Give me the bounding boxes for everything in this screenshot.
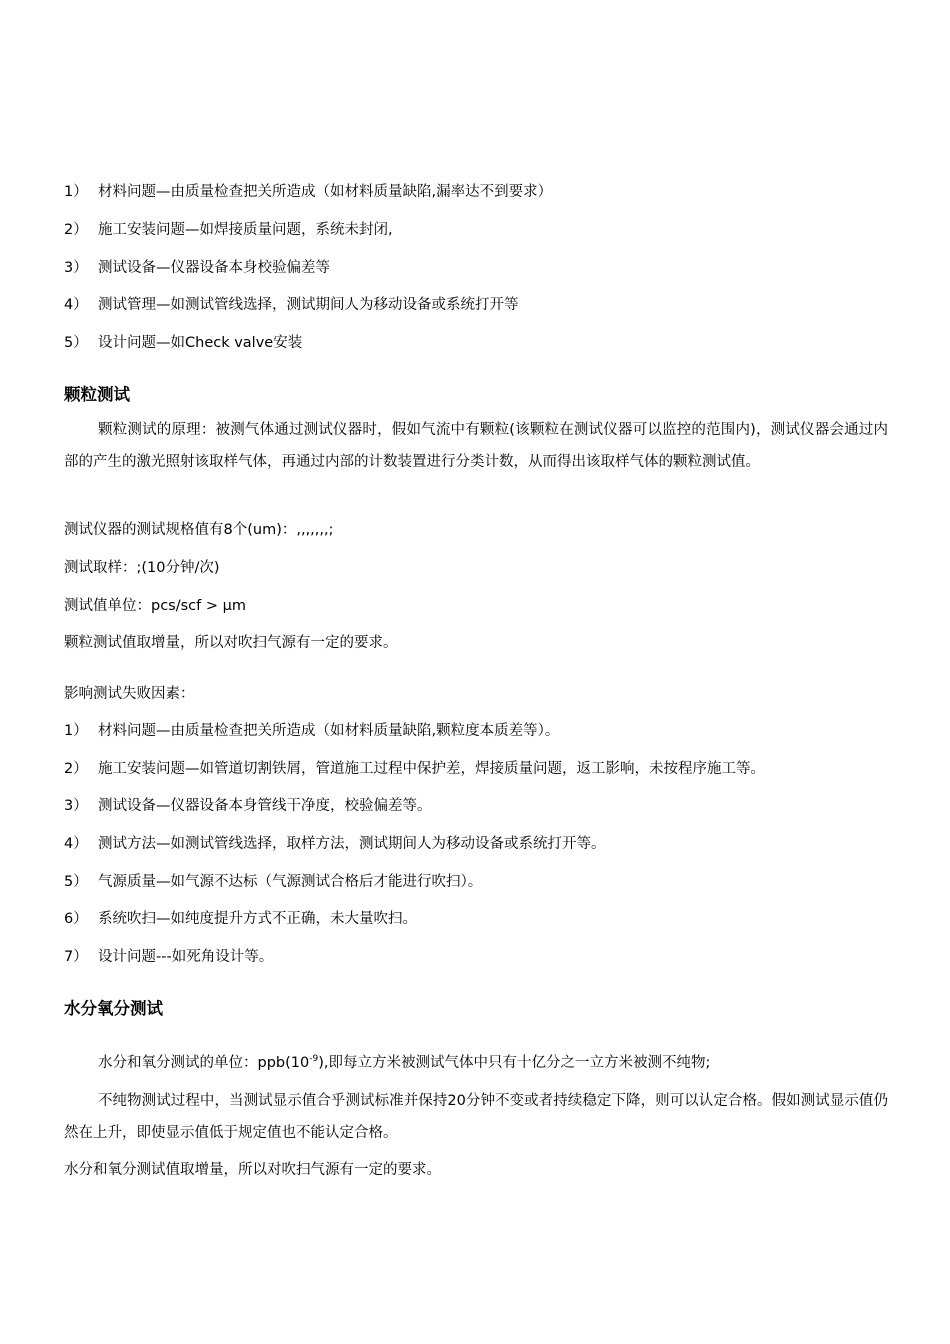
list-text: 材料问题—由质量检查把关所造成（如材料质量缺陷,颗粒度本质差等）。	[98, 723, 560, 739]
list-item	[64, 295, 519, 315]
list-text: 设计问题—如Check valve安装	[98, 335, 303, 351]
list-item	[64, 182, 552, 202]
failure-factors-title: 影响测试失败因素：	[64, 686, 195, 702]
list-item	[64, 333, 302, 353]
list-text: 测试设备—仪器设备本身校验偏差等	[98, 260, 330, 276]
unit-suffix: ),即每立方米被测试气体中只有十亿分之一立方米被测不纯物;	[318, 1055, 711, 1071]
list-text: 系统吹扫—如纯度提升方式不正确，未大量吹扫。	[98, 911, 417, 927]
list-item	[64, 796, 432, 816]
list-text: 气源质量—如气源不达标（气源测试合格后才能进行吹扫）。	[98, 874, 483, 890]
list-number: 4）	[64, 297, 88, 313]
list-text: 设计问题---如死角设计等。	[98, 949, 274, 965]
list-number: 4）	[64, 836, 88, 852]
list-number: 1）	[64, 184, 88, 200]
list-item	[64, 258, 330, 278]
particle-spec-line: 测试仪器的测试规格值有8个(um)：,,,,,,,;	[64, 522, 334, 538]
list-number: 7）	[64, 949, 88, 965]
list-number: 5）	[64, 874, 88, 890]
list-number: 6）	[64, 911, 88, 927]
list-item	[64, 909, 417, 929]
list-item	[64, 721, 559, 741]
list-text: 施工安装问题—如焊接质量问题，系统未封闭,	[98, 222, 393, 238]
moisture-process-paragraph: 不纯物测试过程中，当测试显示值合乎测试标准并保持20分钟不变或者持续稳定下降，则可以认定合格。假如测试显示值仍然在上升，即使显示值低于规定值也不能认定合格。	[64, 1093, 888, 1141]
list-item	[64, 759, 765, 779]
list-text: 施工安装问题—如管道切割铁屑，管道施工过程中保护差，焊接质量问题，返工影响，未按程序施工等。	[98, 761, 765, 777]
section-heading-particle: 颗粒测试	[64, 385, 130, 404]
particle-increment-line: 颗粒测试值取增量，所以对吹扫气源有一定的要求。	[64, 635, 398, 651]
list-text: 测试管理—如测试管线选择，测试期间人为移动设备或系统打开等	[98, 297, 519, 313]
list-number: 5）	[64, 335, 88, 351]
particle-unit-line: 测试值单位：pcs/scf > μm	[64, 598, 246, 614]
list-item	[64, 834, 606, 854]
moisture-increment-line: 水分和氧分测试值取增量，所以对吹扫气源有一定的要求。	[64, 1162, 441, 1178]
list-number: 3）	[64, 798, 88, 814]
moisture-unit-line	[64, 1053, 710, 1073]
list-number: 2）	[64, 222, 88, 238]
list-text: 测试设备—仪器设备本身管线干净度，校验偏差等。	[98, 798, 432, 814]
particle-principle-paragraph: 颗粒测试的原理：被测气体通过测试仪器时，假如气流中有颗粒(该颗粒在测试仪器可以监控的范围内)，测试仪器会通过内部的产生的激光照射该取样气体，再通过内部的计数装置进行分类计数，从而得出该取样气体的颗粒测试值。	[64, 422, 888, 470]
list-text: 测试方法—如测试管线选择，取样方法，测试期间人为移动设备或系统打开等。	[98, 836, 606, 852]
unit-prefix: 水分和氧分测试的单位：ppb(10	[98, 1055, 310, 1071]
list-number: 1）	[64, 723, 88, 739]
section-heading-moisture: 水分氧分测试	[64, 999, 163, 1018]
list-number: 2）	[64, 761, 88, 777]
list-number: 3）	[64, 260, 88, 276]
particle-sampling-line: 测试取样：;(10分钟/次)	[64, 560, 220, 576]
list-item	[64, 947, 273, 967]
list-item	[64, 872, 482, 892]
unit-exponent: -9	[309, 1054, 319, 1065]
list-text: 材料问题—由质量检查把关所造成（如材料质量缺陷,漏率达不到要求）	[98, 184, 553, 200]
list-item	[64, 220, 393, 240]
